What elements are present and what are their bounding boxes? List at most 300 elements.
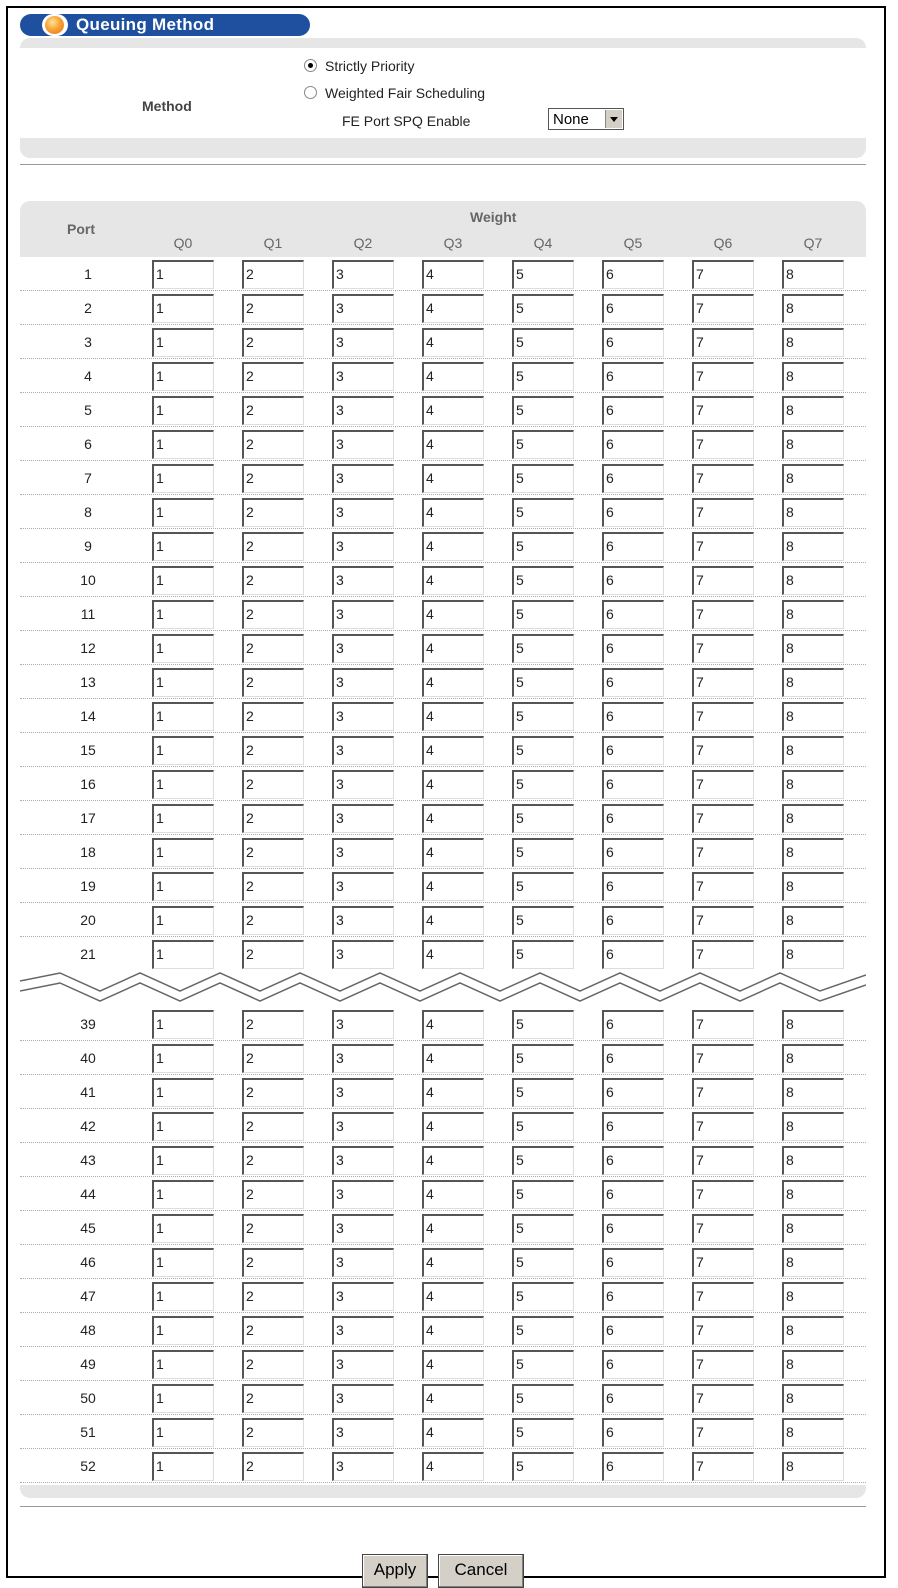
weight-input-q6[interactable]: 7 — [692, 1214, 754, 1243]
weight-input-q2[interactable]: 3 — [332, 1350, 394, 1379]
weight-input-q5[interactable]: 6 — [602, 702, 664, 731]
weight-input-q6[interactable]: 7 — [692, 396, 754, 425]
weight-input-q0[interactable]: 1 — [152, 1078, 214, 1107]
weight-input-q6[interactable]: 7 — [692, 1452, 754, 1481]
weight-input-q1[interactable]: 2 — [242, 770, 304, 799]
weight-input-q5[interactable]: 6 — [602, 260, 664, 289]
weight-input-q0[interactable]: 1 — [152, 702, 214, 731]
weight-input-q5[interactable]: 6 — [602, 600, 664, 629]
weight-input-q1[interactable]: 2 — [242, 464, 304, 493]
weight-input-q6[interactable]: 7 — [692, 1180, 754, 1209]
weight-input-q6[interactable]: 7 — [692, 464, 754, 493]
weight-input-q2[interactable]: 3 — [332, 1180, 394, 1209]
weight-input-q4[interactable]: 5 — [512, 1452, 574, 1481]
weight-input-q5[interactable]: 6 — [602, 1044, 664, 1073]
weight-input-q7[interactable]: 8 — [782, 906, 844, 935]
weight-input-q5[interactable]: 6 — [602, 1452, 664, 1481]
weight-input-q0[interactable]: 1 — [152, 838, 214, 867]
weight-input-q6[interactable]: 7 — [692, 1418, 754, 1447]
weight-input-q6[interactable]: 7 — [692, 804, 754, 833]
weight-input-q0[interactable]: 1 — [152, 940, 214, 969]
weight-input-q1[interactable]: 2 — [242, 532, 304, 561]
weight-input-q6[interactable]: 7 — [692, 1044, 754, 1073]
weight-input-q5[interactable]: 6 — [602, 328, 664, 357]
strictly-priority-option[interactable] — [304, 58, 414, 78]
weight-input-q1[interactable]: 2 — [242, 294, 304, 323]
weight-input-q0[interactable]: 1 — [152, 1010, 214, 1039]
weight-input-q6[interactable]: 7 — [692, 1350, 754, 1379]
weight-input-q5[interactable]: 6 — [602, 1112, 664, 1141]
cancel-button[interactable]: Cancel — [438, 1554, 524, 1588]
weight-input-q0[interactable]: 1 — [152, 430, 214, 459]
weight-input-q1[interactable]: 2 — [242, 1044, 304, 1073]
weight-input-q5[interactable]: 6 — [602, 804, 664, 833]
weight-input-q0[interactable]: 1 — [152, 600, 214, 629]
weight-input-q4[interactable]: 5 — [512, 1350, 574, 1379]
weight-input-q0[interactable]: 1 — [152, 872, 214, 901]
weight-input-q3[interactable]: 4 — [422, 498, 484, 527]
weight-input-q7[interactable]: 8 — [782, 770, 844, 799]
weight-input-q7[interactable]: 8 — [782, 1350, 844, 1379]
weight-input-q4[interactable]: 5 — [512, 430, 574, 459]
weight-input-q7[interactable]: 8 — [782, 804, 844, 833]
weight-input-q5[interactable]: 6 — [602, 1418, 664, 1447]
weight-input-q3[interactable]: 4 — [422, 362, 484, 391]
weight-input-q6[interactable]: 7 — [692, 770, 754, 799]
weight-input-q4[interactable]: 5 — [512, 906, 574, 935]
weight-input-q5[interactable]: 6 — [602, 362, 664, 391]
weight-input-q1[interactable]: 2 — [242, 1146, 304, 1175]
weight-input-q3[interactable]: 4 — [422, 260, 484, 289]
weight-input-q1[interactable]: 2 — [242, 566, 304, 595]
weight-input-q1[interactable]: 2 — [242, 260, 304, 289]
weight-input-q0[interactable]: 1 — [152, 1180, 214, 1209]
weight-input-q6[interactable]: 7 — [692, 294, 754, 323]
weight-input-q0[interactable]: 1 — [152, 1248, 214, 1277]
weight-input-q5[interactable]: 6 — [602, 1180, 664, 1209]
weight-input-q5[interactable]: 6 — [602, 770, 664, 799]
weight-input-q1[interactable]: 2 — [242, 634, 304, 663]
weight-input-q7[interactable]: 8 — [782, 1078, 844, 1107]
weight-input-q3[interactable]: 4 — [422, 702, 484, 731]
weight-input-q6[interactable]: 7 — [692, 940, 754, 969]
weight-input-q7[interactable]: 8 — [782, 566, 844, 595]
weight-input-q2[interactable]: 3 — [332, 1112, 394, 1141]
weight-input-q5[interactable]: 6 — [602, 872, 664, 901]
weight-input-q3[interactable]: 4 — [422, 430, 484, 459]
weight-input-q2[interactable]: 3 — [332, 1282, 394, 1311]
weight-input-q5[interactable]: 6 — [602, 940, 664, 969]
weight-input-q0[interactable]: 1 — [152, 1384, 214, 1413]
weight-input-q7[interactable]: 8 — [782, 872, 844, 901]
weight-input-q5[interactable]: 6 — [602, 498, 664, 527]
weight-input-q4[interactable]: 5 — [512, 1044, 574, 1073]
weight-input-q4[interactable]: 5 — [512, 328, 574, 357]
weight-input-q4[interactable]: 5 — [512, 566, 574, 595]
weight-input-q4[interactable]: 5 — [512, 940, 574, 969]
weight-input-q2[interactable]: 3 — [332, 1316, 394, 1345]
weight-input-q4[interactable]: 5 — [512, 362, 574, 391]
weight-input-q3[interactable]: 4 — [422, 1214, 484, 1243]
weight-input-q1[interactable]: 2 — [242, 430, 304, 459]
weight-input-q7[interactable]: 8 — [782, 464, 844, 493]
weight-input-q3[interactable]: 4 — [422, 1010, 484, 1039]
weight-input-q0[interactable]: 1 — [152, 1350, 214, 1379]
weight-input-q7[interactable]: 8 — [782, 838, 844, 867]
weight-input-q2[interactable]: 3 — [332, 1384, 394, 1413]
weight-input-q3[interactable]: 4 — [422, 1248, 484, 1277]
port-number: 42 — [80, 1118, 96, 1134]
port-number: 9 — [84, 538, 92, 554]
weight-input-q4[interactable]: 5 — [512, 498, 574, 527]
weight-input-q5[interactable]: 6 — [602, 1214, 664, 1243]
weight-input-q6[interactable]: 7 — [692, 906, 754, 935]
weight-input-q7[interactable]: 8 — [782, 634, 844, 663]
weight-input-q2[interactable]: 3 — [332, 1010, 394, 1039]
weight-input-q2[interactable]: 3 — [332, 498, 394, 527]
weight-input-q4[interactable]: 5 — [512, 1316, 574, 1345]
weight-input-q6[interactable]: 7 — [692, 1248, 754, 1277]
weight-input-q5[interactable]: 6 — [602, 906, 664, 935]
weight-input-q6[interactable]: 7 — [692, 1384, 754, 1413]
weight-input-q5[interactable]: 6 — [602, 668, 664, 697]
weight-input-q0[interactable]: 1 — [152, 1214, 214, 1243]
weight-input-q1[interactable]: 2 — [242, 328, 304, 357]
weight-input-q4[interactable]: 5 — [512, 1078, 574, 1107]
weight-input-q7[interactable]: 8 — [782, 600, 844, 629]
weight-input-q5[interactable]: 6 — [602, 1384, 664, 1413]
weight-input-q6[interactable]: 7 — [692, 872, 754, 901]
weight-input-q2[interactable]: 3 — [332, 600, 394, 629]
weight-input-q0[interactable]: 1 — [152, 668, 214, 697]
weight-input-q3[interactable]: 4 — [422, 464, 484, 493]
weight-input-q2[interactable]: 3 — [332, 430, 394, 459]
weight-input-q5[interactable]: 6 — [602, 1248, 664, 1277]
weighted-fair-scheduling-option[interactable] — [304, 85, 485, 105]
weight-input-q5[interactable]: 6 — [602, 838, 664, 867]
weight-input-q1[interactable]: 2 — [242, 1010, 304, 1039]
weight-input-q0[interactable]: 1 — [152, 260, 214, 289]
weight-input-q0[interactable]: 1 — [152, 498, 214, 527]
weight-input-q0[interactable]: 1 — [152, 396, 214, 425]
weight-input-q0[interactable]: 1 — [152, 294, 214, 323]
weight-input-q4[interactable]: 5 — [512, 1248, 574, 1277]
weight-input-q1[interactable]: 2 — [242, 1180, 304, 1209]
weight-input-q3[interactable]: 4 — [422, 294, 484, 323]
weight-input-q1[interactable]: 2 — [242, 1452, 304, 1481]
weight-input-q7[interactable]: 8 — [782, 1452, 844, 1481]
weight-input-q4[interactable]: 5 — [512, 532, 574, 561]
weight-input-q0[interactable]: 1 — [152, 736, 214, 765]
weight-input-q4[interactable]: 5 — [512, 1214, 574, 1243]
weight-input-q0[interactable]: 1 — [152, 1316, 214, 1345]
weight-input-q1[interactable]: 2 — [242, 396, 304, 425]
weight-input-q0[interactable]: 1 — [152, 804, 214, 833]
weight-input-q5[interactable]: 6 — [602, 1146, 664, 1175]
strictly-priority-label: Strictly Priority — [325, 58, 415, 74]
weight-input-q2[interactable]: 3 — [332, 464, 394, 493]
weight-input-q0[interactable]: 1 — [152, 1112, 214, 1141]
weight-input-q3[interactable]: 4 — [422, 634, 484, 663]
weight-input-q7[interactable]: 8 — [782, 1384, 844, 1413]
weight-input-q2[interactable]: 3 — [332, 702, 394, 731]
weight-input-q6[interactable]: 7 — [692, 430, 754, 459]
weight-input-q3[interactable]: 4 — [422, 770, 484, 799]
weight-input-q2[interactable]: 3 — [332, 566, 394, 595]
weight-input-q0[interactable]: 1 — [152, 1452, 214, 1481]
weight-input-q7[interactable]: 8 — [782, 736, 844, 765]
weight-input-q6[interactable]: 7 — [692, 566, 754, 595]
weight-input-q4[interactable]: 5 — [512, 736, 574, 765]
weight-input-q6[interactable]: 7 — [692, 1078, 754, 1107]
chevron-down-icon[interactable] — [605, 110, 622, 128]
weight-input-q6[interactable]: 7 — [692, 532, 754, 561]
weight-input-q7[interactable]: 8 — [782, 396, 844, 425]
weight-input-q3[interactable]: 4 — [422, 566, 484, 595]
queuing-method-page — [6, 6, 886, 1578]
weight-input-q3[interactable]: 4 — [422, 396, 484, 425]
weight-input-q6[interactable]: 7 — [692, 736, 754, 765]
weight-input-q1[interactable]: 2 — [242, 1214, 304, 1243]
weight-input-q2[interactable]: 3 — [332, 1452, 394, 1481]
weight-input-q4[interactable]: 5 — [512, 1010, 574, 1039]
weight-input-q4[interactable]: 5 — [512, 1146, 574, 1175]
weight-input-q3[interactable]: 4 — [422, 736, 484, 765]
weight-input-q5[interactable]: 6 — [602, 1316, 664, 1345]
weight-input-q1[interactable]: 2 — [242, 1112, 304, 1141]
weight-input-q5[interactable]: 6 — [602, 736, 664, 765]
weight-input-q4[interactable]: 5 — [512, 1384, 574, 1413]
fe-port-spq-select[interactable] — [548, 108, 624, 130]
weight-input-q2[interactable]: 3 — [332, 1146, 394, 1175]
method-panel — [20, 38, 866, 158]
weight-input-q3[interactable]: 4 — [422, 1350, 484, 1379]
weight-input-q1[interactable]: 2 — [242, 940, 304, 969]
weight-input-q3[interactable]: 4 — [422, 1146, 484, 1175]
weight-input-q1[interactable]: 2 — [242, 1418, 304, 1447]
weight-input-q2[interactable]: 3 — [332, 906, 394, 935]
weight-input-q1[interactable]: 2 — [242, 1350, 304, 1379]
strictly-priority-radio[interactable] — [304, 59, 317, 72]
weight-input-q4[interactable]: 5 — [512, 634, 574, 663]
weight-input-q6[interactable]: 7 — [692, 634, 754, 663]
weight-input-q1[interactable]: 2 — [242, 600, 304, 629]
weight-input-q4[interactable]: 5 — [512, 600, 574, 629]
weight-input-q7[interactable]: 8 — [782, 498, 844, 527]
weight-input-q4[interactable]: 5 — [512, 1180, 574, 1209]
weight-input-q6[interactable]: 7 — [692, 1146, 754, 1175]
weight-input-q3[interactable]: 4 — [422, 1452, 484, 1481]
weight-input-q3[interactable]: 4 — [422, 668, 484, 697]
weight-input-q3[interactable]: 4 — [422, 940, 484, 969]
weight-input-q2[interactable]: 3 — [332, 362, 394, 391]
weight-input-q0[interactable]: 1 — [152, 906, 214, 935]
weight-input-q6[interactable]: 7 — [692, 668, 754, 697]
weight-input-q4[interactable]: 5 — [512, 702, 574, 731]
weight-input-q0[interactable]: 1 — [152, 1146, 214, 1175]
weight-input-q2[interactable]: 3 — [332, 736, 394, 765]
weight-input-q4[interactable]: 5 — [512, 1282, 574, 1311]
weight-input-q3[interactable]: 4 — [422, 532, 484, 561]
weight-input-q4[interactable]: 5 — [512, 770, 574, 799]
weight-input-q2[interactable]: 3 — [332, 668, 394, 697]
weight-input-q2[interactable]: 3 — [332, 1418, 394, 1447]
port-number: 16 — [80, 776, 96, 792]
weight-input-q6[interactable]: 7 — [692, 498, 754, 527]
weight-input-q0[interactable]: 1 — [152, 634, 214, 663]
weight-input-q0[interactable]: 1 — [152, 328, 214, 357]
weight-input-q3[interactable]: 4 — [422, 906, 484, 935]
weight-input-q6[interactable]: 7 — [692, 1010, 754, 1039]
weight-input-q2[interactable]: 3 — [332, 872, 394, 901]
weight-input-q1[interactable]: 2 — [242, 498, 304, 527]
weight-input-q5[interactable]: 6 — [602, 532, 664, 561]
weight-input-q5[interactable]: 6 — [602, 396, 664, 425]
weight-input-q1[interactable]: 2 — [242, 702, 304, 731]
apply-button[interactable]: Apply — [362, 1554, 428, 1588]
weight-input-q7[interactable]: 8 — [782, 1146, 844, 1175]
weight-input-q7[interactable]: 8 — [782, 1112, 844, 1141]
weight-input-q4[interactable]: 5 — [512, 464, 574, 493]
weight-input-q1[interactable]: 2 — [242, 668, 304, 697]
weight-input-q5[interactable]: 6 — [602, 1282, 664, 1311]
weight-input-q7[interactable]: 8 — [782, 362, 844, 391]
weight-input-q7[interactable]: 8 — [782, 1418, 844, 1447]
weight-input-q2[interactable]: 3 — [332, 1078, 394, 1107]
weight-input-q4[interactable]: 5 — [512, 294, 574, 323]
weight-input-q2[interactable]: 3 — [332, 294, 394, 323]
weight-input-q5[interactable]: 6 — [602, 430, 664, 459]
weight-input-q4[interactable]: 5 — [512, 804, 574, 833]
weighted-fair-scheduling-radio[interactable] — [304, 86, 317, 99]
weight-input-q0[interactable]: 1 — [152, 532, 214, 561]
weight-input-q5[interactable]: 6 — [602, 1350, 664, 1379]
weight-input-q4[interactable]: 5 — [512, 668, 574, 697]
weight-input-q2[interactable]: 3 — [332, 260, 394, 289]
weight-input-q7[interactable]: 8 — [782, 294, 844, 323]
weight-input-q4[interactable]: 5 — [512, 872, 574, 901]
weight-input-q7[interactable]: 8 — [782, 260, 844, 289]
weight-input-q6[interactable]: 7 — [692, 1316, 754, 1345]
weight-input-q4[interactable]: 5 — [512, 1418, 574, 1447]
weight-input-q4[interactable]: 5 — [512, 838, 574, 867]
weight-input-q3[interactable]: 4 — [422, 600, 484, 629]
weight-input-q3[interactable]: 4 — [422, 1112, 484, 1141]
weight-input-q2[interactable]: 3 — [332, 940, 394, 969]
weight-input-q2[interactable]: 3 — [332, 396, 394, 425]
weight-input-q3[interactable]: 4 — [422, 872, 484, 901]
weight-input-q2[interactable]: 3 — [332, 1248, 394, 1277]
weight-input-q1[interactable]: 2 — [242, 362, 304, 391]
weight-input-q5[interactable]: 6 — [602, 566, 664, 595]
weight-input-q7[interactable]: 8 — [782, 1010, 844, 1039]
weight-input-q5[interactable]: 6 — [602, 1010, 664, 1039]
weight-input-q6[interactable]: 7 — [692, 1112, 754, 1141]
weight-input-q2[interactable]: 3 — [332, 838, 394, 867]
weight-input-q4[interactable]: 5 — [512, 260, 574, 289]
weight-input-q2[interactable]: 3 — [332, 770, 394, 799]
weight-input-q6[interactable]: 7 — [692, 260, 754, 289]
weight-input-q3[interactable]: 4 — [422, 804, 484, 833]
weight-input-q5[interactable]: 6 — [602, 1078, 664, 1107]
weight-input-q0[interactable]: 1 — [152, 464, 214, 493]
weight-input-q5[interactable]: 6 — [602, 464, 664, 493]
weight-input-q1[interactable]: 2 — [242, 1248, 304, 1277]
table-row — [20, 1007, 866, 1041]
weight-input-q5[interactable]: 6 — [602, 294, 664, 323]
weight-input-q2[interactable]: 3 — [332, 328, 394, 357]
weight-input-q0[interactable]: 1 — [152, 566, 214, 595]
weight-input-q2[interactable]: 3 — [332, 1044, 394, 1073]
weight-input-q0[interactable]: 1 — [152, 1282, 214, 1311]
weight-input-q7[interactable]: 8 — [782, 328, 844, 357]
weight-input-q3[interactable]: 4 — [422, 1418, 484, 1447]
table-row — [20, 1279, 866, 1313]
weight-input-q0[interactable]: 1 — [152, 1418, 214, 1447]
weight-input-q1[interactable]: 2 — [242, 1384, 304, 1413]
weight-input-q6[interactable]: 7 — [692, 838, 754, 867]
weight-input-q6[interactable]: 7 — [692, 362, 754, 391]
weight-input-q1[interactable]: 2 — [242, 872, 304, 901]
weight-input-q6[interactable]: 7 — [692, 702, 754, 731]
table-row — [20, 1211, 866, 1245]
weight-input-q2[interactable]: 3 — [332, 634, 394, 663]
weight-input-q7[interactable]: 8 — [782, 1044, 844, 1073]
weight-input-q0[interactable]: 1 — [152, 770, 214, 799]
weight-input-q2[interactable]: 3 — [332, 804, 394, 833]
weight-input-q1[interactable]: 2 — [242, 804, 304, 833]
weight-input-q7[interactable]: 8 — [782, 668, 844, 697]
weight-input-q2[interactable]: 3 — [332, 1214, 394, 1243]
weight-input-q7[interactable]: 8 — [782, 702, 844, 731]
weight-input-q7[interactable]: 8 — [782, 1180, 844, 1209]
weight-input-q3[interactable]: 4 — [422, 328, 484, 357]
weight-input-q3[interactable]: 4 — [422, 1316, 484, 1345]
weight-table-body — [20, 257, 866, 1485]
weight-input-q7[interactable]: 8 — [782, 940, 844, 969]
weight-input-q7[interactable]: 8 — [782, 1214, 844, 1243]
weight-input-q1[interactable]: 2 — [242, 906, 304, 935]
weight-input-q7[interactable]: 8 — [782, 1316, 844, 1345]
weight-input-q3[interactable]: 4 — [422, 838, 484, 867]
weight-input-q6[interactable]: 7 — [692, 600, 754, 629]
weight-input-q3[interactable]: 4 — [422, 1282, 484, 1311]
weight-input-q1[interactable]: 2 — [242, 1316, 304, 1345]
weight-input-q1[interactable]: 2 — [242, 1282, 304, 1311]
weight-input-q7[interactable]: 8 — [782, 1248, 844, 1277]
weight-input-q1[interactable]: 2 — [242, 838, 304, 867]
weight-input-q4[interactable]: 5 — [512, 396, 574, 425]
weight-input-q7[interactable]: 8 — [782, 430, 844, 459]
weight-input-q2[interactable]: 3 — [332, 532, 394, 561]
weight-input-q0[interactable]: 1 — [152, 1044, 214, 1073]
weight-input-q1[interactable]: 2 — [242, 736, 304, 765]
weight-input-q3[interactable]: 4 — [422, 1078, 484, 1107]
weight-input-q7[interactable]: 8 — [782, 532, 844, 561]
weight-input-q3[interactable]: 4 — [422, 1044, 484, 1073]
port-number: 46 — [80, 1254, 96, 1270]
weight-input-q6[interactable]: 7 — [692, 328, 754, 357]
weight-input-q1[interactable]: 2 — [242, 1078, 304, 1107]
weight-input-q7[interactable]: 8 — [782, 1282, 844, 1311]
weight-input-q0[interactable]: 1 — [152, 362, 214, 391]
weight-input-q4[interactable]: 5 — [512, 1112, 574, 1141]
weight-input-q5[interactable]: 6 — [602, 634, 664, 663]
weight-input-q3[interactable]: 4 — [422, 1384, 484, 1413]
table-row — [20, 495, 866, 529]
weight-input-q3[interactable]: 4 — [422, 1180, 484, 1209]
weight-input-q6[interactable]: 7 — [692, 1282, 754, 1311]
